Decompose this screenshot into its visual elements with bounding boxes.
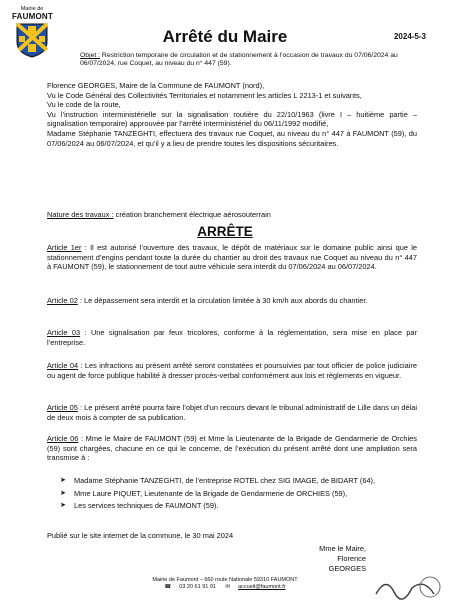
signature-block (306, 544, 366, 574)
objet-block (80, 52, 410, 69)
article-6 (47, 434, 417, 463)
logo-town-name: FAUMONT (12, 12, 53, 21)
article-text: : Le présent arrêté pourra faire l’objet d’un recours devant le tribunal administratif de Lille dans un délai de deux mois à compter de sa publication. (47, 403, 417, 422)
arrete-heading: ARRÊTE (197, 224, 253, 239)
email-icon: ✉ (225, 584, 231, 590)
recipient-text: Les services techniques de FAUMONT (59). (74, 501, 219, 511)
article-label: Article 06 (47, 434, 79, 443)
article-label: Article 03 (47, 328, 81, 337)
article-text: : Le dépassement sera interdit et la circulation limitée à 30 km/h aux abords du chantier. (79, 296, 368, 305)
preamble-line: Florence GEORGES, Maire de la Commune de FAUMONT (nord), (47, 81, 265, 90)
preamble (47, 81, 417, 148)
article-1 (47, 243, 417, 272)
article-text: : Les infractions au présent arrêté seront constatées et poursuivies par tout officier de police judiciaire ou agent de force publique habilité à dresser procès-verbal conformément aux lois et règlements en vigueur. (47, 361, 417, 380)
article-label: Article 05 (47, 403, 78, 412)
footer-email[interactable]: accueil@faumont.fr (238, 584, 286, 590)
signature-name: Florence GEORGES (328, 554, 366, 573)
publication-note: Publié sur le site internet de la commune, le 30 mai 2024 (47, 531, 234, 540)
arrow-bullet-icon: ➤ (60, 489, 66, 497)
article-text: : Il est autorisé l’ouverture des travaux, le dépôt de matériaux sur le domaine public ainsi que le stationnement d’engins pendant toute la durée du chantier au droit des travaux rue Coquet au niveau du n° 447 à FAUMONT (59), le stationnement de tout autre véhicule sera interdit du 07/06/2024 au 06/07/2024. (47, 243, 417, 272)
article-label: Article 02 (47, 296, 78, 305)
list-item (60, 489, 420, 499)
article-2 (47, 296, 417, 306)
recipient-text: Mme Laure PIQUET, Lieutenante de la Brigade de Gendarmerie de ORCHIES (59), (74, 488, 348, 498)
reference-number: 2024-5-3 (393, 32, 426, 41)
list-item (60, 501, 420, 511)
recipient-text: Madame Stéphanie TANZEGHTI, de l’entreprise ROTEL chez SIG IMAGE, de BIDART (64), (74, 476, 376, 485)
phone-icon: ☎ (164, 584, 172, 590)
article-3 (47, 328, 417, 347)
article-label: Article 04 (47, 361, 79, 370)
preamble-line: Madame Stéphanie TANZEGHTI, effectuera des travaux rue Coquet, au niveau du n° 447 à FAUMONT (59), du 07/06/2024 au 06/07/2024, et qu’il y a lieu de prendre toutes les dispositions sécuritaires. (47, 128, 417, 148)
article-label: Article 1er (47, 243, 82, 252)
objet-label: Objet : (80, 52, 101, 59)
article-text: : Mme le Maire de FAUMONT (59) et Mme la Lieutenante de la Brigade de Gendarmerie de Orchies (59) sont chargées, chacune en ce qui le concerne, de l’exécution du présent arrêté dont une ampliation sera transmise à : (47, 434, 417, 463)
article-5 (47, 403, 417, 422)
nature-label: Nature des travaux : (47, 210, 114, 219)
arrow-bullet-icon: ➤ (60, 502, 66, 510)
objet-text: Restriction temporaire de circulation et de stationnement à l’occasion de travaux du 07/06/2024 au 06/07/2024, rue Coquet, au niveau du n° 447 (59). (80, 52, 398, 68)
footer-address: Mairie de Faumont – 660 route Nationale 59310 FAUMONT (152, 577, 298, 583)
arrow-bullet-icon: ➤ (60, 477, 66, 484)
preamble-line: Vu l’instruction interministérielle sur la signalisation routière du 22/10/1963 (livre I – huitième partie – signalisation temporaire) approuvée par l’arrêté interministériel du 06/11/1992 modifié, (47, 109, 417, 129)
preamble-line: Vu le code de la route, (47, 100, 121, 110)
article-4 (47, 361, 417, 380)
preamble-line: Vu le Code Général des Collectivités Territoriales et notamment les articles L 2213-1 et suivants, (47, 90, 362, 100)
nature-travaux (47, 210, 417, 220)
signature-title: Mme le Maire, (319, 544, 366, 553)
recipients-list (60, 476, 420, 514)
signature-scribble-icon (372, 574, 442, 600)
logo-top-text: Mairie de (20, 6, 44, 12)
nature-text: création branchement électrique aérosouterrain (115, 210, 271, 219)
article-text: : Une signalisation par feux tricolores, conforme à la réglementation, sera mise en place par l’entreprise. (47, 328, 417, 347)
list-item (60, 476, 420, 486)
page-title: Arrêté du Maire (162, 27, 288, 46)
footer-phone: 03 20 61 91 91 (179, 584, 216, 590)
